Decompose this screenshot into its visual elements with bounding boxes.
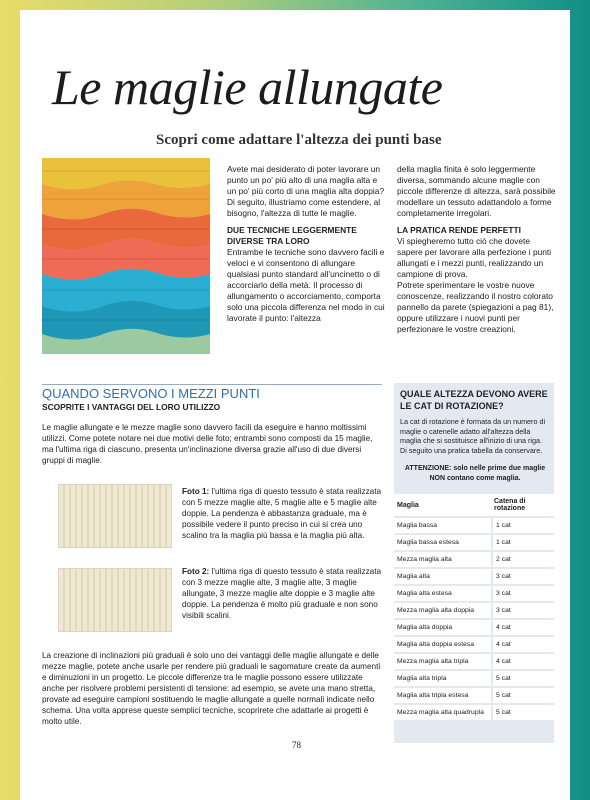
table-row	[394, 654, 554, 669]
swatch-photo-1	[58, 484, 172, 548]
table-cell-maglia: Maglia alta tripla	[394, 671, 491, 686]
table-header-maglia: Maglia	[394, 494, 491, 516]
section-divider	[42, 384, 382, 385]
table-cell-cat: 1 cat	[491, 535, 554, 550]
table-row	[394, 535, 554, 550]
table-cell-cat: 5 cat	[491, 671, 554, 686]
table-cell-maglia: Maglia bassa estesa	[394, 535, 491, 550]
intro-paragraph: Avete mai desiderato di poter lavorare un punto un po' più alto di una maglia alta e un po' più corto di una maglia alta doppia? Di seguito, illustriamo come estendere, al bisogno, l'altezza di tutte le maglie.	[227, 164, 385, 218]
sidebar-text: La cat di rotazione è formata da un numero di maglie o catenelle adatto all'altezza della maglia che si sostituisce all'inizio di una riga. Di seguito una pratica tabella da conservare.	[400, 417, 546, 455]
table-row	[394, 620, 554, 635]
table-row	[394, 603, 554, 618]
section-intro: Le maglie allungate e le mezze maglie sono davvero facili da eseguire e hanno moltissimi utilizzi. Come potete notare nei due motivi delle foto; entrambi sono composti da 15 maglie, ma l'ultima riga di ciascuno, presenta un'inclinazione diversa grazie all'uso di due diversi gruppi di maglie.	[42, 423, 373, 465]
table-cell-cat: 3 cat	[491, 586, 554, 601]
table-row	[394, 671, 554, 686]
practice-paragraph-1: Vi spiegheremo tutto ciò che dovete sapere per lavorare alla perfezione i punti allungati e i mezzi punti, realizzando un campione di prova.	[397, 236, 552, 279]
table-cell-maglia: Maglia bassa	[394, 518, 491, 533]
photo-2-label: Foto 2:	[182, 567, 210, 576]
table-cell-cat: 4 cat	[491, 654, 554, 669]
continuation-paragraph: della maglia finita è solo leggermente diversa, sommando alcune maglie con piccole differenze di altezza, sarà possibile modellare un tessuto adattandolo a forme completamente irregolari.	[397, 164, 556, 218]
table-row	[394, 586, 554, 601]
heading-practice: LA PRATICA RENDE PERFETTI	[397, 225, 521, 235]
table-cell-cat: 3 cat	[491, 569, 554, 584]
table-cell-maglia: Maglia alta estesa	[394, 586, 491, 601]
table-row	[394, 637, 554, 652]
intro-column-2	[397, 164, 557, 335]
section-title: QUANDO SERVONO I MEZZI PUNTI	[42, 386, 260, 401]
section-subtitle: SCOPRITE I VANTAGGI DEL LORO UTILIZZO	[42, 402, 221, 412]
table-cell-maglia: Maglia alta doppia estesa	[394, 637, 491, 652]
photo-1-text: l'ultima riga di questo tessuto è stata realizzata con 5 mezze maglie alte, 5 maglie alte e 5 maglie alte doppie. La pendenza è abbastanza graduale, ma è possibile vedere il punto preciso in cui si crea uno scalino tra la maglia più bassa e la maglia più alta.	[182, 487, 382, 540]
table-cell-cat: 3 cat	[491, 603, 554, 618]
watermark: PassionForum.ru	[476, 784, 553, 795]
table-cell-maglia: Mezza maglia alta doppia	[394, 603, 491, 618]
photo-2-text: l'ultima riga di questo tessuto è stata realizzata con 3 mezze maglie alte, 3 maglie alte, 3 maglie allungate, 3 mezze maglie alte doppie e 3 maglie alte doppie. La pendenza è molto più graduale e non sono visibili scalini.	[182, 567, 382, 620]
crochet-stripes-photo	[42, 158, 210, 354]
table-row	[394, 688, 554, 703]
sidebar-title: QUALE ALTEZZA DEVONO AVERE LE CAT DI ROTAZIONE?	[400, 389, 548, 411]
table-cell-maglia: Maglia alta tripla estesa	[394, 688, 491, 703]
page-number: 78	[292, 740, 301, 750]
sidebar-note: ATTENZIONE: solo nelle prime due maglie NON contano come maglia.	[404, 465, 546, 482]
intro-column-1	[227, 164, 387, 324]
photo-2-caption	[182, 566, 382, 621]
table-cell-maglia: Maglia alta doppia	[394, 620, 491, 635]
page-title: Le maglie allungate	[52, 59, 443, 115]
table-cell-cat: 5 cat	[491, 705, 554, 720]
table-row	[394, 569, 554, 584]
table-row	[394, 552, 554, 567]
table-header-cat: Catena di rotazione	[491, 494, 554, 516]
table-cell-cat: 5 cat	[491, 688, 554, 703]
swatch-photo-2	[58, 568, 172, 632]
section-outro: La creazione di inclinazioni più graduali è solo uno dei vantaggi delle maglie allungate e delle mezze maglie, potete anche usarle per rendere più graduali le sagomature create da aumenti e diminuzioni in un progetto. Le piccole differenze tra le maglie possono essere utilizzate anche per risolvere problemi persistenti di tensione: ad esempio, se avete una mano stretta, provate ad eseguire campioni sostituendo le maglie allungate a quelle normali indicate nello schema. Una volta apprese queste semplici tecniche, scoprirete che adattarle ai progetti è molto utile.	[42, 651, 381, 726]
practice-paragraph-2: Potrete sperimentare le vostre nuove conoscenze, realizzando il nostro colorato pannello da parete (spiegazioni a pag 81), oppure utilizzare i nuovi punti per perfezionare le vostre creazioni.	[397, 280, 554, 334]
techniques-paragraph: Entrambe le tecniche sono davvero facili e veloci e vi consentono di allungare qualsiasi punto standard all'uncinetto o di accorciarlo della metà. Il processo di allungamento o accorciamento, comporta solo una piccola differenza nel modo in cui lavorate il punto: l'altezza	[227, 247, 385, 323]
photo-1-label: Foto 1:	[182, 487, 210, 496]
table-cell-maglia: Maglia alta	[394, 569, 491, 584]
turning-chain-table	[394, 492, 554, 722]
table-cell-maglia: Mezza maglia alta	[394, 552, 491, 567]
table-cell-cat: 4 cat	[491, 637, 554, 652]
photo-1-caption	[182, 486, 382, 541]
heading-two-techniques: DUE TECNICHE LEGGERMENTE DIVERSE TRA LORO	[227, 225, 357, 246]
table-cell-maglia: Mezza maglia alta quadrupla	[394, 705, 491, 720]
table-row	[394, 518, 554, 533]
table-cell-cat: 1 cat	[491, 518, 554, 533]
page-subtitle: Scopri come adattare l'altezza dei punti base	[156, 132, 442, 148]
table-row	[394, 705, 554, 720]
table-cell-maglia: Mezza maglia alta tripla	[394, 654, 491, 669]
table-cell-cat: 4 cat	[491, 620, 554, 635]
table-cell-cat: 2 cat	[491, 552, 554, 567]
